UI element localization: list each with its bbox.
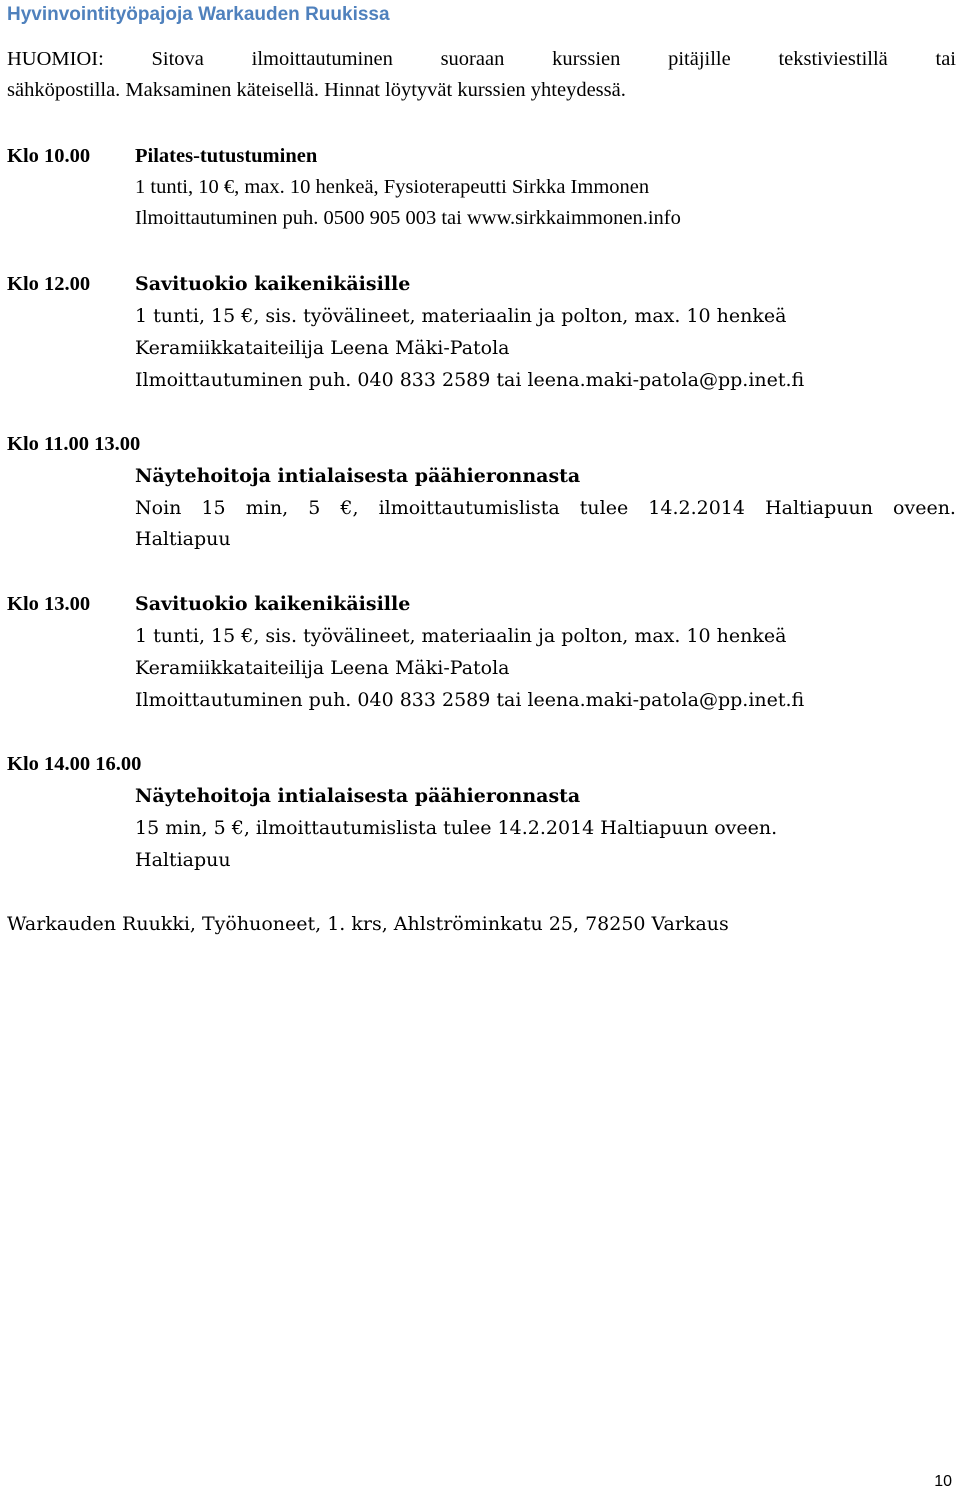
event-title: Savituokio kaikenikäisille xyxy=(135,273,411,295)
notice-word: suoraan xyxy=(440,48,505,70)
detail-word: 5 xyxy=(308,497,321,519)
event-title: Näytehoitoja intialaisesta päähieronnasta xyxy=(135,465,581,487)
detail-word: €, xyxy=(340,497,359,519)
notice-word: pitäjille xyxy=(668,48,731,70)
notice-word: HUOMIOI: xyxy=(7,48,104,70)
venue-address: Warkauden Ruukki, Työhuoneet, 1. krs, Ahlströminkatu 25, 78250 Varkaus xyxy=(7,913,729,935)
detail-word: oveen. xyxy=(893,497,956,519)
page-number: 10 xyxy=(934,1473,952,1490)
event-details: 1 tunti, 15 €, sis. työvälineet, materiaalin ja polton, max. 10 henkeä xyxy=(135,625,787,647)
detail-word: Noin xyxy=(135,497,182,519)
notice-word: kurssien xyxy=(552,48,621,70)
event-instructor: Keramiikkataiteilija Leena Mäki-Patola xyxy=(135,657,510,679)
detail-word: Haltiapuun xyxy=(765,497,873,519)
notice-word: tai xyxy=(935,48,956,70)
event-title: Savituokio kaikenikäisille xyxy=(135,593,411,615)
event-details: 1 tunti, 15 €, sis. työvälineet, materiaalin ja polton, max. 10 henkeä xyxy=(135,305,787,327)
event-time: Klo 12.00 xyxy=(7,273,91,295)
event-title: Näytehoitoja intialaisesta päähieronnasta xyxy=(135,785,581,807)
event-time: Klo 11.00 13.00 xyxy=(7,433,141,455)
event-place: Haltiapuu xyxy=(135,528,231,550)
event-contact: Ilmoittautuminen puh. 0500 905 003 tai www.sirkkaimmonen.info xyxy=(135,207,681,229)
page-title: Hyvinvointityöpajoja Warkauden Ruukissa xyxy=(7,4,390,25)
notice-line-2: sähköpostilla. Maksaminen käteisellä. Hinnat löytyvät kurssien yhteydessä. xyxy=(7,79,626,101)
notice-line-1 xyxy=(7,44,956,75)
detail-word: 14.2.2014 xyxy=(648,497,745,519)
event-details: 15 min, 5 €, ilmoittautumislista tulee 14.2.2014 Haltiapuun oveen. xyxy=(135,817,778,839)
detail-word: min, xyxy=(245,497,289,519)
notice-word: Sitova xyxy=(151,48,204,70)
detail-word: ilmoittautumislista xyxy=(378,497,560,519)
event-place: Haltiapuu xyxy=(135,849,231,871)
notice-paragraph xyxy=(7,44,956,106)
detail-word: tulee xyxy=(579,497,629,519)
event-contact: Ilmoittautuminen puh. 040 833 2589 tai leena.maki-patola@pp.inet.fi xyxy=(135,689,805,711)
event-contact: Ilmoittautuminen puh. 040 833 2589 tai leena.maki-patola@pp.inet.fi xyxy=(135,369,805,391)
event-instructor: Keramiikkataiteilija Leena Mäki-Patola xyxy=(135,337,510,359)
event-details: 1 tunti, 10 €, max. 10 henkeä, Fysioterapeutti Sirkka Immonen xyxy=(135,176,650,198)
notice-word: ilmoittautuminen xyxy=(251,48,393,70)
event-time: Klo 14.00 16.00 xyxy=(7,753,142,775)
notice-word: tekstiviestillä xyxy=(778,48,888,70)
detail-word: 15 xyxy=(201,497,226,519)
event-time: Klo 13.00 xyxy=(7,593,91,615)
event-time: Klo 10.00 xyxy=(7,145,91,167)
event-details xyxy=(135,492,956,524)
event-title: Pilates-tutustuminen xyxy=(135,145,318,167)
